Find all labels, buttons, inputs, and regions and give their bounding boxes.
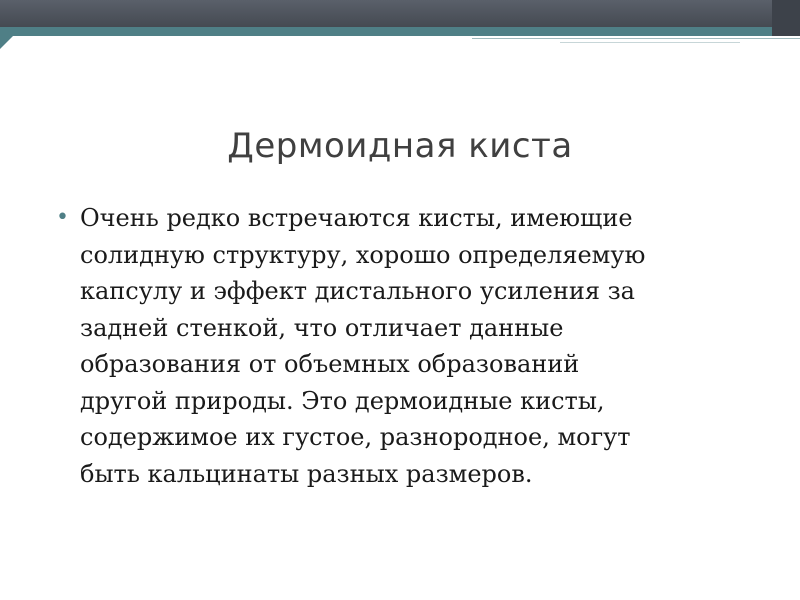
header-corner-triangle: [0, 36, 13, 49]
bullet-item: [56, 200, 746, 492]
header-rule-line-secondary: [560, 42, 740, 43]
bullet-list: [56, 200, 746, 492]
header-corner-block: [772, 0, 800, 36]
bullet-dot-icon: •: [56, 205, 69, 230]
bullet-text: Очень редко встречаются кисты, имеющие солидную структуру, хорошо определяемую капсулу и эффект дистального усиления за задней стенкой, что отличает данные образования от объемных образований другой природы. Это дермоидные кисты, содержимое их густое, разнородное, могут быть кальцинаты разных размеров.: [80, 204, 646, 488]
header-accent-band: [0, 27, 800, 36]
header-dark-band: [0, 0, 800, 27]
header-rule-line: [472, 38, 800, 39]
slide-title: Дермоидная киста: [227, 126, 573, 166]
